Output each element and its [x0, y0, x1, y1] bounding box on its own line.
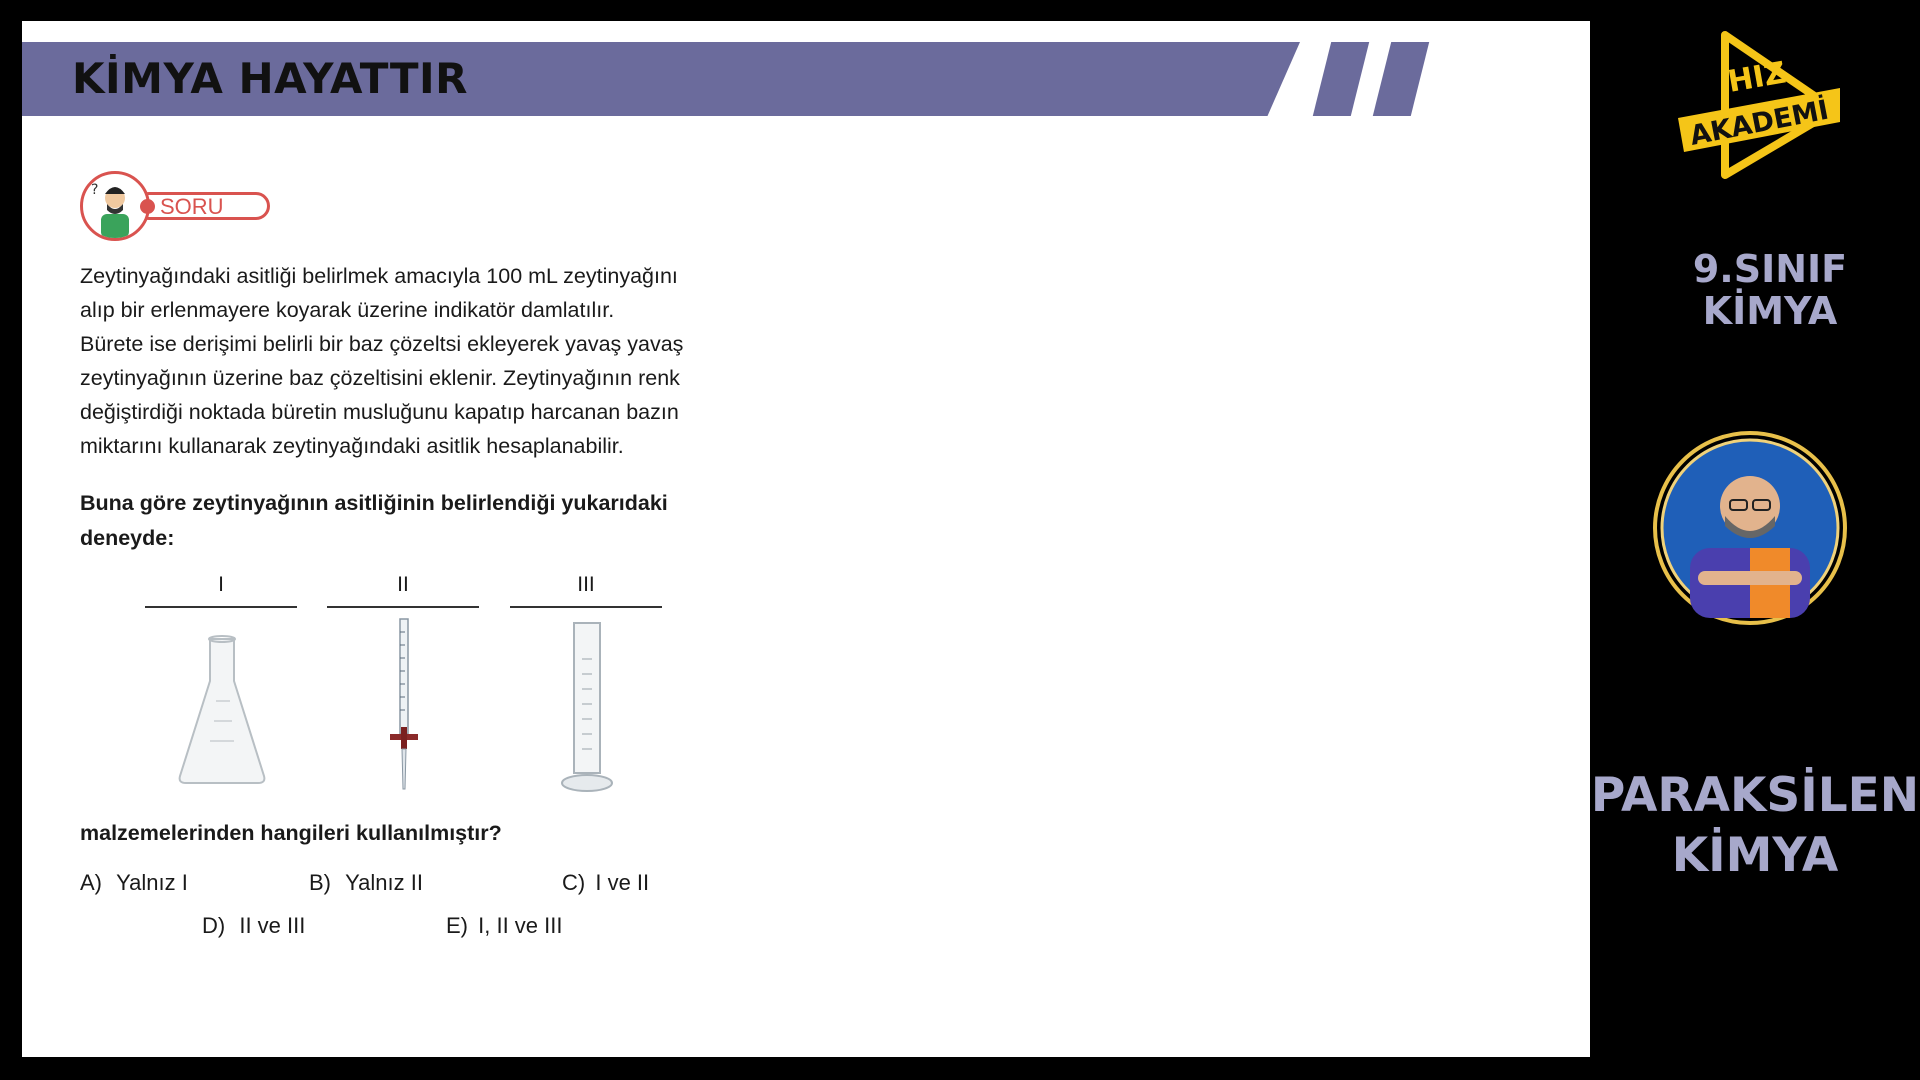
option-text: I ve II — [595, 870, 650, 895]
paragraph-line: miktarını kullanarak zeytinyağındaki asitlik hesaplanabilir. — [80, 434, 624, 458]
brand-line: PARAKSİLEN — [1590, 768, 1920, 823]
erlenmeyer-flask-icon — [172, 631, 272, 791]
option-letter: A) — [80, 870, 102, 895]
soru-label: SORU — [160, 194, 224, 219]
grade-line: 9.SINIF — [1692, 247, 1848, 291]
prompt-line: deneyde: — [80, 526, 175, 550]
brand-label — [1590, 766, 1920, 886]
burette-icon — [382, 617, 426, 792]
option-letter: C) — [562, 870, 586, 895]
paragraph-line: zeytinyağının üzerine baz çözeltisini eklenir. Zeytinyağının renk — [80, 366, 680, 390]
column-label-iii: III — [577, 573, 595, 596]
question-paragraph — [80, 259, 760, 463]
svg-text:?: ? — [91, 182, 99, 198]
option-a[interactable] — [80, 870, 188, 896]
graduated-cylinder-icon — [552, 619, 622, 799]
decor-slash — [1313, 42, 1369, 116]
option-letter: B) — [309, 870, 331, 895]
hiz-akademi-logo — [1670, 30, 1845, 180]
column-label-i: I — [218, 573, 224, 596]
column-label-ii: II — [397, 573, 409, 596]
question-prompt — [80, 486, 760, 556]
column-rule — [145, 606, 297, 608]
option-letter: E) — [446, 913, 468, 938]
paragraph-line: Bürete ise derişimi belirli bir baz çözeltsi ekleyerek yavaş yavaş — [80, 332, 684, 356]
slide — [22, 21, 1590, 1057]
grade-line: KİMYA — [1702, 289, 1838, 333]
grade-label — [1620, 248, 1920, 332]
option-text: Yalnız I — [116, 870, 188, 895]
paragraph-line: Zeytinyağındaki asitliği belirlmek amacıyla 100 mL zeytinyağını — [80, 264, 678, 288]
option-text: I, II ve III — [478, 913, 563, 938]
option-letter: D) — [202, 913, 226, 938]
soru-badge — [80, 171, 275, 241]
option-text: Yalnız II — [345, 870, 423, 895]
prompt-line: Buna göre zeytinyağının asitliğinin belirlendiği yukarıdaki — [80, 491, 668, 515]
column-rule — [327, 606, 479, 608]
column-rule — [510, 606, 662, 608]
decor-slash — [1373, 42, 1429, 116]
page-title: KİMYA HAYATTIR — [72, 54, 468, 103]
paragraph-line: alıp bir erlenmayere koyarak üzerine indikatör damlatılır. — [80, 298, 615, 322]
teacher-photo-avatar — [1650, 428, 1850, 628]
logo-line1: HIZ — [1725, 55, 1789, 100]
question-followup: malzemelerinden hangileri kullanılmıştır? — [80, 821, 502, 845]
option-b[interactable] — [309, 870, 423, 896]
soru-dot — [140, 199, 155, 214]
option-c[interactable] — [562, 870, 649, 896]
logo-line2: AKADEMİ — [1687, 94, 1832, 152]
paragraph-line: değiştirdiği noktada büretin musluğunu kapatıp harcanan bazın — [80, 400, 679, 424]
brand-line: KİMYA — [1671, 828, 1839, 883]
option-text: II ve III — [239, 913, 306, 938]
option-e[interactable] — [446, 913, 562, 939]
option-d[interactable] — [202, 913, 305, 939]
